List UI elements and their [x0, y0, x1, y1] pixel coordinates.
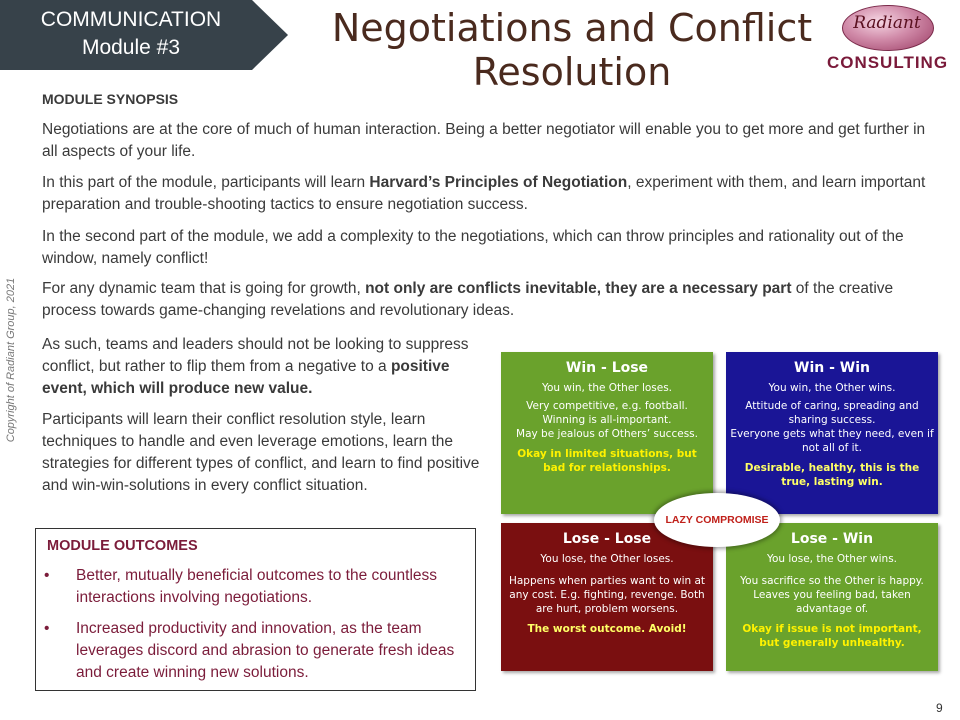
synopsis-p5-text: As such, teams and leaders should not be looking to suppress conflict, but rather to flip them from a negative to a	[42, 336, 469, 375]
quadrant-title: Lose - Win	[790, 531, 874, 547]
quadrant-line: You win, the Other wins.	[768, 382, 896, 394]
bullet-icon: •	[44, 567, 50, 584]
synopsis-paragraph-2	[42, 172, 932, 216]
module-name: COMMUNICATION	[40, 8, 222, 31]
synopsis-p4-text: For any dynamic team that is going for growth,	[42, 280, 366, 297]
module-outcomes-box	[35, 528, 476, 691]
quadrant-line: You lose, the Other loses.	[540, 553, 674, 565]
quadrant-title: Win - Lose	[565, 360, 649, 376]
quadrant-line: You lose, the Other wins.	[766, 553, 898, 565]
page-title-line1: Negotiations and Conflict	[331, 6, 813, 50]
module-tag-text	[0, 6, 262, 62]
synopsis-paragraph-3: In the second part of the module, we add a complexity to the negotiations, which can throw principles and rationality out of the window, namely conflict!	[42, 228, 904, 267]
quadrant-verdict: Desirable, healthy, this is the true, lasting win.	[744, 462, 920, 488]
outcomes-heading: MODULE OUTCOMES	[47, 538, 198, 554]
bullet-icon: •	[44, 620, 50, 637]
conflict-necessary-emphasis: not only are conflicts inevitable, they are a necessary part	[365, 280, 792, 297]
page-title-line2: Resolution	[472, 50, 672, 94]
synopsis-p4-text-end: of the creative process towards game-changing revelations and revolutionary ideas.	[42, 280, 894, 319]
quadrant-win-win	[726, 352, 938, 514]
quadrant-verdict: Okay if issue is not important, but generally unhealthy.	[742, 623, 922, 649]
page-number: 9	[936, 701, 943, 715]
quadrant-line: Attitude of caring, spreading and sharing success.	[745, 400, 919, 426]
quadrant-title: Win - Win	[794, 360, 870, 376]
synopsis-paragraph-5	[42, 334, 497, 400]
synopsis-paragraph-1: Negotiations are at the core of much of human interaction. Being a better negotiator will enable you to get more and get further in all aspects of your life.	[42, 121, 926, 160]
quadrant-line: Everyone gets what they need, even if not all of it.	[730, 428, 934, 454]
quadrant-lose-win	[726, 523, 938, 671]
module-number: Module #3	[81, 36, 181, 59]
quadrant-verdict: Okay in limited situations, but bad for relationships.	[517, 448, 697, 474]
outcomes-list	[36, 565, 466, 693]
outcome-text: Better, mutually beneficial outcomes to the countless interactions involving negotiations.	[76, 567, 438, 606]
quadrant-title: Lose - Lose	[562, 531, 652, 547]
harvard-principles-emphasis: Harvard’s Principles of Negotiation	[369, 174, 628, 191]
logo-script-text: Radiant	[853, 13, 921, 33]
positive-event-emphasis: positive event, which will produce new value.	[42, 358, 450, 397]
quadrant-line: Happens when parties want to win at any cost. E.g. fighting, revenge. Both are hurt, problem worsens.	[508, 575, 706, 615]
quadrant-lose-lose	[501, 523, 713, 671]
quadrant-line: May be jealous of Others’ success.	[516, 428, 698, 440]
logo-wordmark: CONSULTING	[826, 53, 949, 72]
copyright-notice: Copyright of Radiant Group, 2021	[5, 277, 17, 443]
quadrant-verdict: The worst outcome. Avoid!	[527, 623, 687, 635]
synopsis-p2-text-end: , experiment with them, and learn important preparation and trouble-shooting tactics to ensure negotiation success.	[42, 174, 926, 213]
synopsis-heading: MODULE SYNOPSIS	[42, 91, 179, 107]
lazy-compromise-oval	[654, 493, 780, 547]
radiant-consulting-logo	[820, 4, 955, 76]
outcome-item	[36, 565, 466, 609]
quadrant-line: Very competitive, e.g. football. Winning is all-important.	[526, 400, 688, 426]
module-tag	[0, 0, 290, 70]
quadrant-line: You win, the Other loses.	[541, 382, 673, 394]
synopsis-paragraph-4	[42, 278, 932, 322]
quadrant-win-lose	[501, 352, 713, 514]
synopsis-p2-text: In this part of the module, participants will learn	[42, 174, 370, 191]
lazy-compromise-label: LAZY COMPROMISE	[665, 513, 769, 526]
outcome-item	[36, 618, 466, 684]
synopsis-paragraph-6: Participants will learn their conflict resolution style, learn techniques to handle and even leverage emotions, learn the strategies for different types of conflict, and learn to find positive and win-win-solutions in every conflict situation.	[42, 411, 480, 494]
outcome-text: Increased productivity and innovation, as the team leverages discord and abrasion to generate fresh ideas and create winning new solutions.	[76, 620, 455, 681]
quadrant-line: You sacrifice so the Other is happy. Leaves you feeling bad, taken advantage of.	[740, 575, 924, 615]
page-title	[300, 6, 844, 94]
